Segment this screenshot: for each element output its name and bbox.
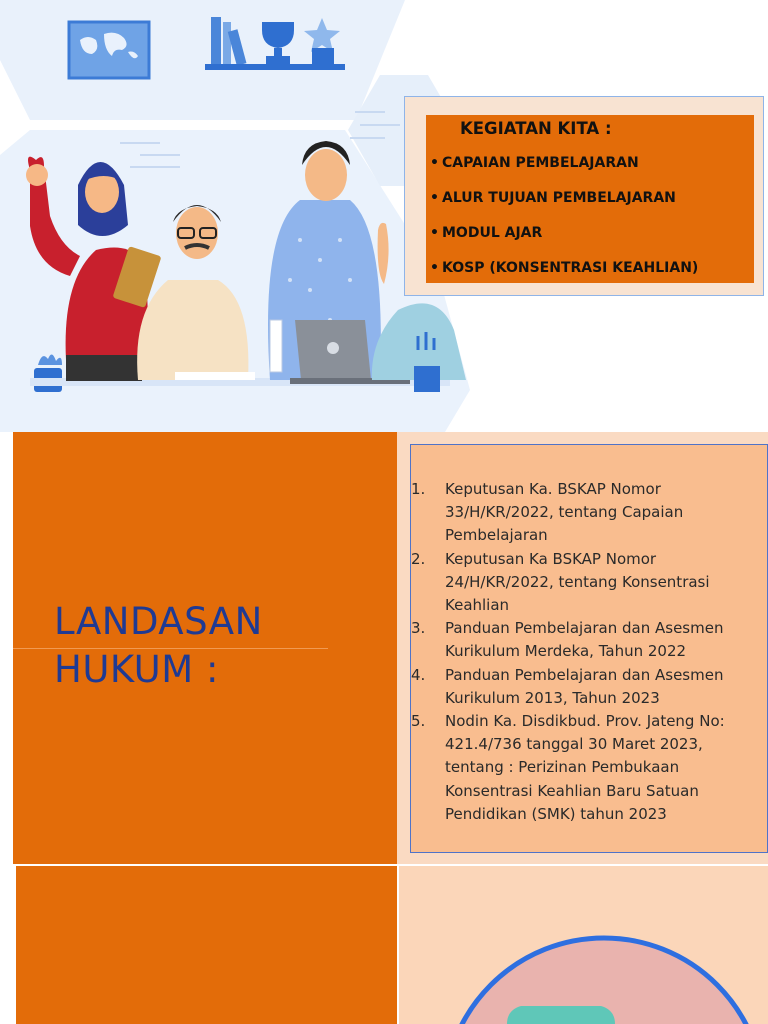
legal-item: 5. Nodin Ka. Disdikbud. Prov. Jateng No: 421.4/736 tanggal 30 Maret 2023, tentang : Perizinan Pembukaan Konsentrasi Keahlian Baru Satuan Pendidikan (SMK) tahun 2023 xyxy=(411,712,725,823)
kegiatan-item: • CAPAIAN PEMBELAJARAN xyxy=(430,155,639,171)
legal-item: 3. Panduan Pembelajaran dan Asesmen Kurikulum Merdeka, Tahun 2022 xyxy=(411,619,724,661)
kegiatan-title: KEGIATAN KITA : xyxy=(460,119,612,138)
world-map-frame xyxy=(69,22,149,78)
legal-item: 4. Panduan Pembelajaran dan Asesmen Kurikulum 2013, Tahun 2023 xyxy=(411,665,724,707)
bottom-circle-graphic xyxy=(399,866,768,1024)
hex-panel-top xyxy=(0,0,405,120)
landasan-title-line2: HUKUM : xyxy=(54,648,219,691)
kegiatan-item: • ALUR TUJUAN PEMBELAJARAN xyxy=(430,190,676,206)
landasan-title xyxy=(54,598,263,694)
bottom-orange-panel xyxy=(16,866,397,1024)
kegiatan-item: • KOSP (KONSENTRASI KEAHLIAN) xyxy=(430,260,699,276)
legal-item: 1. Keputusan Ka. BSKAP Nomor 33/H/KR/2022, tentang Capaian Pembelajaran xyxy=(411,480,684,545)
document-icon xyxy=(507,1006,615,1024)
trophy-shelf xyxy=(205,17,345,70)
legal-item: 2. Keputusan Ka BSKAP Nomor 24/H/KR/2022, tentang Konsentrasi Keahlian xyxy=(411,549,710,615)
legal-basis-list xyxy=(411,478,766,826)
landasan-title-line1: LANDASAN xyxy=(54,600,263,643)
kegiatan-item: • MODUL AJAR xyxy=(430,225,543,241)
